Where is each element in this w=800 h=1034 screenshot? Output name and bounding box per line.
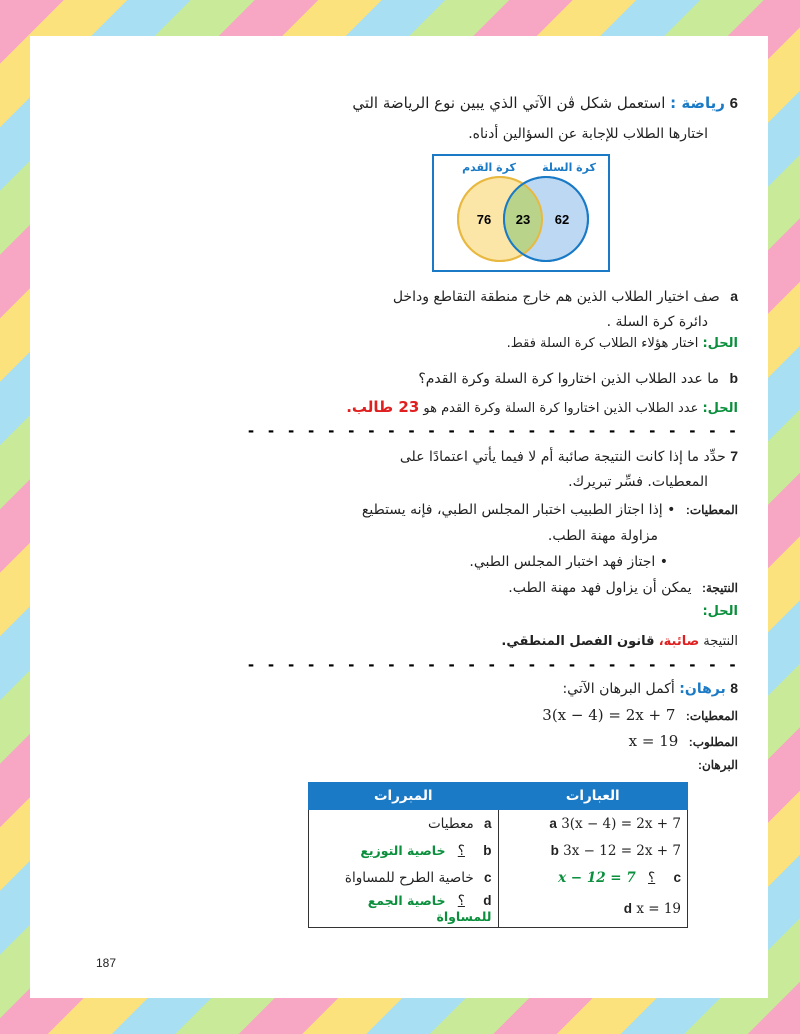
proof-table — [308, 782, 688, 928]
reason-d-answer: خاصية الجمع للمساواة — [367, 893, 492, 924]
q7-conclusion-label: النتيجة: — [701, 581, 738, 595]
q6-number: 6 — [729, 95, 738, 112]
q7-given-1b: مزاولة مهنة الطب. — [547, 528, 658, 544]
q8-given-equation: 3(x − 4) = 2x + 7 — [542, 706, 676, 724]
football-label: كرة القدم — [462, 161, 516, 174]
q7-solution — [501, 634, 738, 649]
q7-given-2: • اجتاز فهد اختبار المجلس الطبي. — [469, 554, 668, 570]
q6-text-2: اختارها الطلاب للإجابة عن السؤالين أدناه. — [468, 126, 708, 142]
table-row: d x = 19 d ؟ خاصية الجمع للمساواة — [309, 891, 688, 928]
table-row: b 3x − 12 = 2x + 7 b ؟ خاصية التوزيع — [309, 837, 688, 864]
q8-prove-label: المطلوب: — [688, 735, 738, 749]
q6-text-1: استعمل شكل ڤن الآتي الذي يبين نوع الرياضة التي — [352, 94, 666, 112]
q8-prove-equation: x = 19 — [628, 732, 679, 750]
q7-solution-label: الحل: — [702, 604, 738, 619]
q6a-solution-label: الحل: — [702, 336, 738, 351]
statement-b: 3x − 12 = 2x + 7 — [563, 842, 681, 859]
q7-given-1 — [362, 502, 738, 518]
q7-conclusion-text: يمكن أن يزاول فهد مهنة الطب. — [508, 580, 692, 596]
q7-solution-rule: قانون الفصل المنطقي. — [501, 634, 655, 649]
reason-b-answer: خاصية التوزيع — [360, 842, 446, 858]
q8-prove — [629, 732, 738, 750]
col-statements-header: العبارات — [498, 783, 688, 810]
statement-d: x = 19 — [636, 901, 681, 917]
q8-text-1: أكمل البرهان الآتي: — [562, 681, 675, 697]
q8-topic: برهان: — [679, 681, 726, 697]
q6a-text-1: صف اختيار الطلاب الذين هم خارج منطقة التقاطع وداخل — [392, 289, 720, 305]
venn-svg — [434, 156, 608, 270]
football-only-value: 76 — [476, 212, 492, 227]
q6-topic: رياضة : — [670, 94, 725, 112]
page-number: 187 — [96, 956, 117, 970]
statement-c-answer: x − 12 = 7 — [558, 869, 636, 886]
both-value: 23 — [515, 212, 531, 227]
q6b-solution — [346, 398, 738, 416]
reason-a: معطيات — [427, 815, 474, 832]
q8-number: 8 — [730, 680, 738, 696]
basketball-only-value: 62 — [554, 212, 570, 227]
q6a-solution-text: اختار هؤلاء الطلاب كرة السلة فقط. — [506, 336, 699, 351]
reason-c: خاصية الطرح للمساواة — [344, 869, 474, 886]
q6-line1 — [352, 94, 738, 112]
divider-2: - - - - - - - - - - - - - - - - - - - - - - - - - — [246, 656, 738, 674]
q6a-line1 — [393, 288, 738, 305]
q7-solution-prefix: النتيجة — [703, 634, 738, 649]
q8-given — [542, 706, 738, 724]
q7-text-2: المعطيات. فسِّر تبريرك. — [568, 474, 708, 490]
q7-solution-label-line — [702, 604, 738, 619]
q6a-letter: a — [730, 288, 738, 304]
q7-text-1: حدِّد ما إذا كانت النتيجة صائبة أم لا فيما يأتي اعتمادًا على — [399, 449, 726, 465]
table-row: c ؟ x − 12 = 7 c خاصية الطرح للمساواة — [309, 864, 688, 891]
worksheet-page — [30, 36, 768, 998]
q7-solution-valid: صائبة، — [658, 634, 700, 649]
q8-given-label: المعطيات: — [685, 709, 738, 723]
reason-d-blank: ؟ — [457, 893, 465, 909]
q7-conclusion — [508, 580, 738, 596]
q6b-answer: 23 طالب. — [346, 398, 420, 416]
divider-1: - - - - - - - - - - - - - - - - - - - - - - - - - — [246, 422, 738, 440]
q6a-solution — [507, 336, 738, 351]
q8-proof-label: البرهان: — [697, 758, 738, 772]
venn-diagram — [432, 154, 610, 272]
q6b-solution-label: الحل: — [702, 401, 738, 416]
q7-given-label: المعطيات: — [685, 503, 738, 517]
col-reasons-header: المبررات — [309, 783, 499, 810]
reason-b-blank: ؟ — [457, 842, 465, 859]
q6b-solution-text: عدد الطلاب الذين اختاروا كرة السلة وكرة القدم هو — [423, 401, 699, 416]
q6a-text-2: دائرة كرة السلة . — [606, 314, 708, 330]
statement-c-blank: ؟ — [648, 869, 656, 886]
q6b-line — [418, 370, 738, 387]
q7-line1 — [400, 448, 738, 465]
basketball-label: كرة السلة — [542, 161, 596, 174]
q6b-letter: b — [729, 370, 738, 386]
table-row: a 3(x − 4) = 2x + 7 a معطيات — [309, 810, 688, 838]
statement-a: 3(x − 4) = 2x + 7 — [561, 815, 681, 832]
q6b-question: ما عدد الطلاب الذين اختاروا كرة السلة وكرة القدم؟ — [418, 371, 719, 387]
q7-given-1-text: • إذا اجتاز الطبيب اختبار المجلس الطبي، فإنه يستطيع — [361, 502, 676, 518]
q7-number: 7 — [730, 448, 738, 464]
q8-line1 — [562, 680, 738, 697]
